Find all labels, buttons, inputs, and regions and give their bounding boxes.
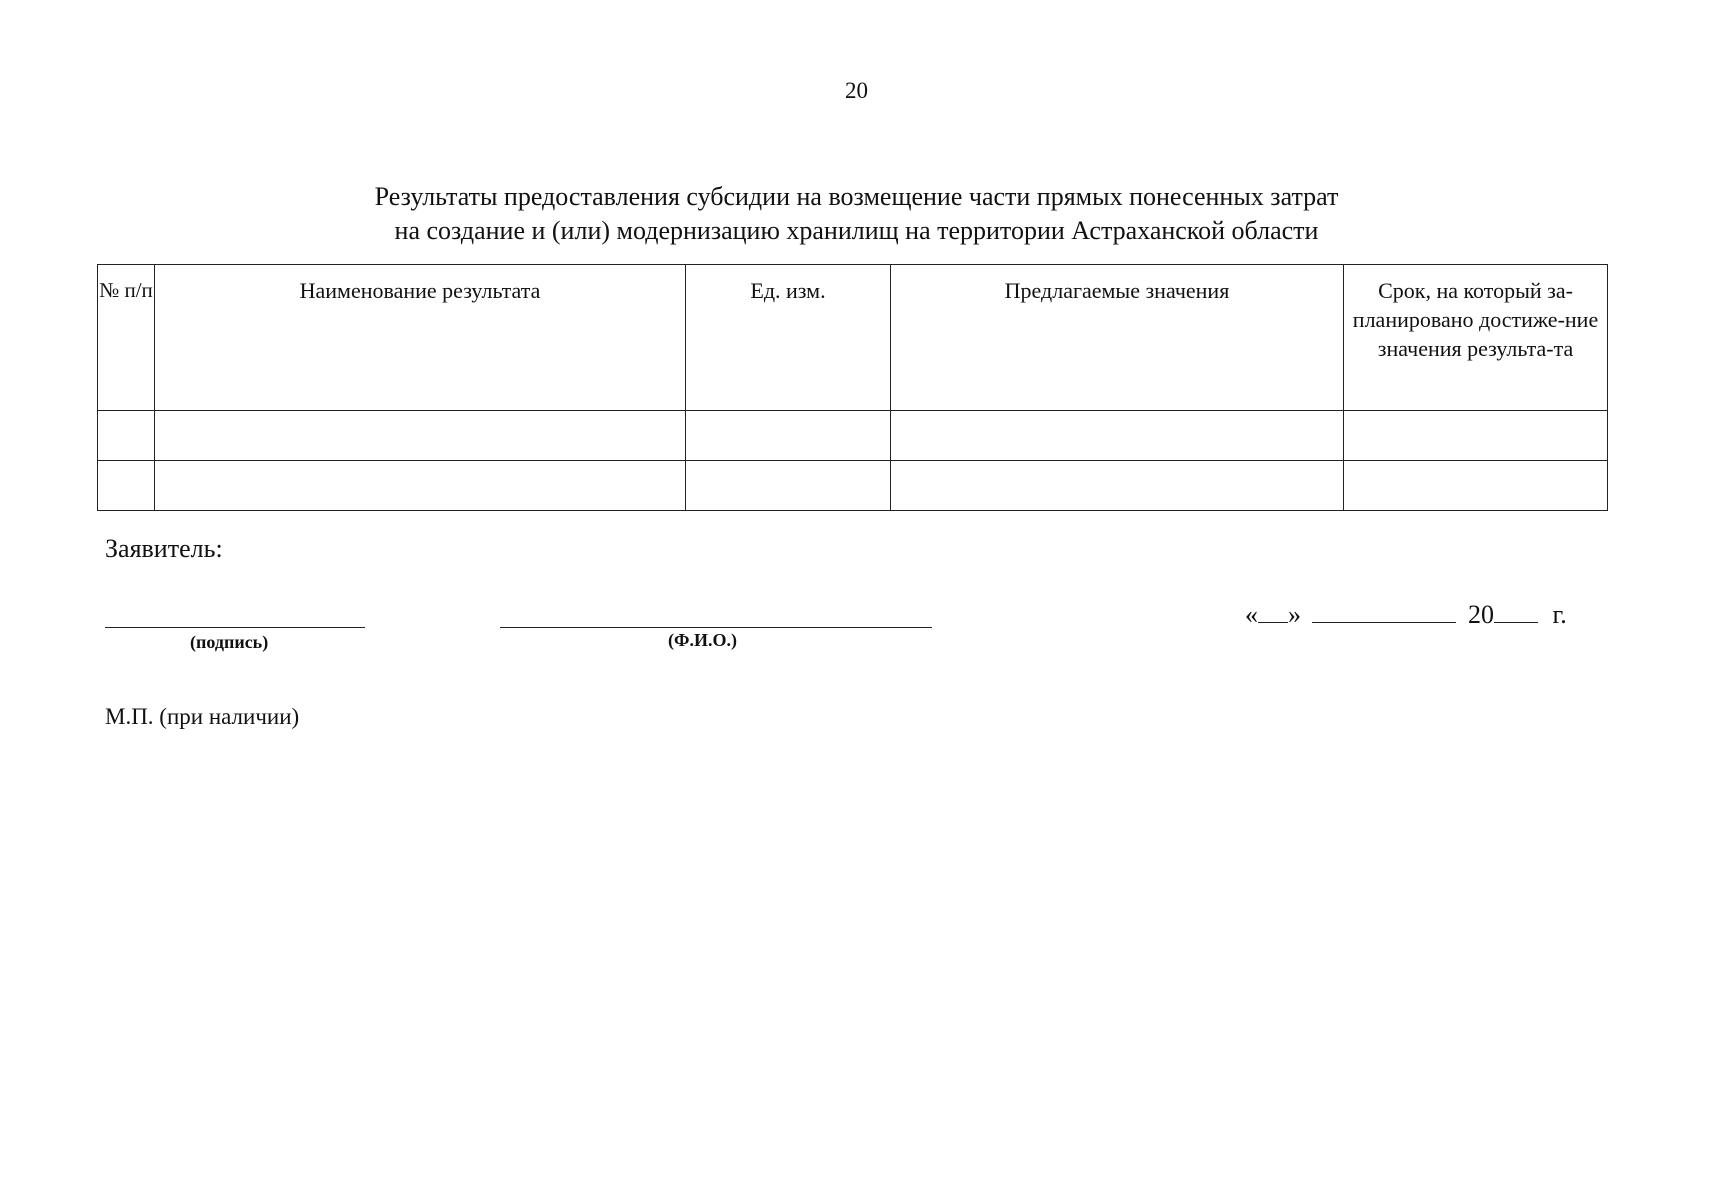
signature-line[interactable] [105, 627, 365, 628]
table-cell[interactable] [686, 461, 891, 511]
table-row [98, 411, 1608, 461]
title-line-2: на создание и (или) модернизацию хранилищ на территории Астраханской области [394, 216, 1319, 245]
title-line-1: Результаты предоставления субсидии на возмещение части прямых понесенных затрат [374, 182, 1339, 211]
year-prefix: 20 [1468, 600, 1494, 629]
table-cell[interactable] [891, 411, 1344, 461]
year-suffix: г. [1552, 600, 1567, 629]
header-unit: Ед. изм. [686, 265, 891, 411]
table-cell[interactable] [98, 411, 155, 461]
header-proposed-values: Предлагаемые значения [891, 265, 1344, 411]
table-header-row [98, 265, 1608, 411]
table-row [98, 461, 1608, 511]
table-cell[interactable] [891, 461, 1344, 511]
table-cell[interactable] [1344, 411, 1608, 461]
signature-caption: (подпись) [190, 632, 269, 652]
table-cell[interactable] [155, 461, 686, 511]
name-caption: (Ф.И.О.) [668, 630, 737, 650]
document-title [0, 180, 1713, 248]
table-cell[interactable] [686, 411, 891, 461]
date-open-quote: « [1245, 600, 1258, 629]
table-cell[interactable] [98, 461, 155, 511]
year-blank[interactable] [1494, 600, 1538, 623]
date-field [1245, 600, 1567, 630]
day-blank[interactable] [1258, 600, 1288, 623]
table-cell[interactable] [1344, 461, 1608, 511]
header-result-name: Наименование результата [155, 265, 686, 411]
date-close-quote: » [1288, 600, 1301, 629]
seal-note: М.П. (при наличии) [105, 704, 300, 729]
month-blank[interactable] [1312, 600, 1456, 623]
applicant-label: Заявитель: [105, 534, 223, 563]
name-line[interactable] [500, 627, 932, 628]
results-table [97, 264, 1608, 511]
header-number: № п/п [98, 265, 155, 411]
page-number: 20 [845, 78, 868, 103]
header-deadline: Срок, на который за-планировано достиже-ние значения результа-та [1344, 265, 1608, 411]
table-cell[interactable] [155, 411, 686, 461]
